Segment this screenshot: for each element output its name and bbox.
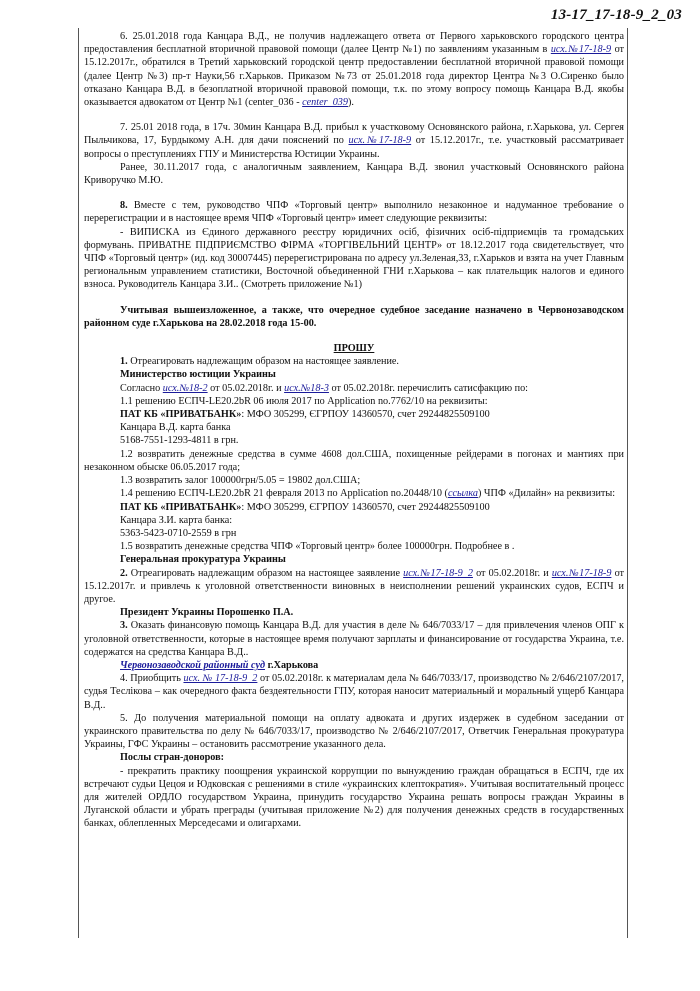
text: от 05.02.2018г. и: [472, 567, 552, 579]
para-number: 8.: [120, 200, 128, 212]
text: ) ЧПФ «Дилайн» на реквизиты:: [477, 488, 616, 500]
request-1: [84, 355, 624, 368]
request-1a: [84, 382, 624, 395]
text: от 15.12.2017г. и привлечь к уголовной ответственности виновных в неисполнении решений украинских судов, ЕСПЧ и другое.: [84, 567, 624, 605]
request-4: [84, 672, 624, 712]
text: от 15.12.2017г., т.е. участковый рассматривает вопросы о преступлениях ГПУ и Министерства Юстиции Украины.: [84, 135, 624, 160]
request-5: 5. До получения материальной помощи на оплату адвоката и других издержек в судебном заседании от украинского правительства по делу № 646/7033/17, производство № 2/646/2107/2017, Ответчик Генеральная прокуратура Украины, ГФС Украины – остановить рассмотрение указанного дела.: [84, 712, 624, 751]
text: 4. Приобщить: [120, 673, 184, 685]
text: ).: [347, 97, 354, 109]
request-heading: ПРОШУ: [333, 343, 375, 355]
request-1-3: 1.3 возвратить залог 100000грн/5.05 = 19802 дол.США;: [120, 475, 361, 487]
text: Согласно: [120, 382, 163, 394]
text: 6. 25.01.2018 года Канцара В.Д., не получив надлежащего ответа от Первого харьковского городского центра предоставления бесплатной вторичной правовой помощи (далее Центр №1) по заявлениям указанным в: [84, 31, 624, 56]
request-1-2: 1.2 возвратить денежные средства в сумме 4608 дол.США, похищенные рейдерами в погонах и мантиях при незаконном обыске 06.05.2017 года;: [84, 448, 624, 473]
para-number: 3.: [120, 620, 128, 632]
ref-link[interactable]: исх.№18-3: [284, 382, 329, 394]
request-1-4: [84, 487, 624, 500]
bank-details-2: [84, 501, 624, 514]
request-6: - прекратить практику поощрения украинской коррупции по вынуждению граждан обращаться в ЕСПЧ, где их встречают судьи Цецоя и Юдковская с решениями в стиле «украинских клептократия». Учитывая воспитательный процесс для жителей ОРДЛО государством Украина, принудить государство Украина решать вопросы граждан Украины в Луганской области и убрать преграды (учитывая приложение №2) для получения денежных средств в государственных банках, облепленных Мерседесами и олигархами.: [84, 765, 624, 830]
para-number: 2.: [120, 567, 128, 579]
left-margin-line: [78, 28, 79, 938]
reference-link[interactable]: ссылка: [447, 488, 478, 500]
card-owner-1: Канцара В.Д. карта банка: [120, 422, 231, 434]
request-1-5: 1.5 возвратить денежные средства ЧПФ «Торговый центр» более 100000грн. Подробнее в .: [120, 541, 515, 553]
center-link[interactable]: center_039: [302, 97, 348, 109]
text: Отреагировать надлежащим образом на настоящее заявление: [127, 567, 404, 579]
ref-link[interactable]: исх.№18-2: [162, 382, 208, 394]
right-margin-line: [627, 28, 628, 938]
card-number-1: 5168-7551-1293-4811 в грн.: [120, 435, 239, 447]
paragraph-7: [84, 121, 624, 161]
paragraph-7b: Ранее, 30.11.2017 года, с аналогичным заявлением, Канцара В.Д. звонил участковый Основянского района Криворучко М.Ю.: [84, 161, 624, 187]
paragraph-8: [84, 199, 624, 225]
text: Оказать финансовую помощь Канцара В.Д. для участия в деле № 646/7033/17 – для привлечения членов ОПГ к уголовной ответственности, которые в настоящее время получают зарплаты и финансирование от государства Украина, т.е. содержатся на средства Канцара В.Д..: [84, 620, 624, 658]
text: от 05.02.2018г. перечислить сатисфакцию по:: [328, 382, 529, 394]
text: Отреагировать надлежащим образом на настоящее заявление.: [127, 356, 399, 368]
addressee-prosecutor-general: Генеральная прокуратура Украины: [120, 554, 286, 566]
addressee-president: Президент Украины Порошенко П.А.: [120, 607, 294, 619]
text: г.Харькова: [265, 659, 319, 671]
text: от 05.02.2018г. к материалам дела № 646/7033/17, производство № 2/646/2107/2017, судья Теслікова – как очередного факта бездеятельности ГПУ, которая наносит материальный и моральный ущерб Канцара В.Д..: [84, 673, 624, 711]
text: от 05.02.2018г. и: [207, 382, 285, 394]
ref-link[interactable]: исх.№17-18-9: [348, 135, 412, 147]
request-1-1: 1.1 решению ЕСПЧ-LE20.2bR 06 июля 2017 по Application no.7762/10 на реквизиты:: [120, 395, 488, 407]
card-owner-2: Канцара З.И. карта банка:: [120, 514, 233, 526]
addressee-ministry-justice: Министерство юстиции Украины: [120, 369, 276, 381]
text: Вместе с тем, руководство ЧПФ «Торговый центр» выполнило незаконное и надуманное требование о перерегистрации и в настоящее время ЧПФ «Торговый центр» имеет следующие реквизиты:: [84, 200, 624, 225]
para-number: 1.: [120, 356, 128, 368]
text: : МФО 305299, ЄГРПОУ 14360570, счет 29244825509100: [241, 501, 490, 513]
text: от 15.12.2017г., обратился в Третий харьковский городской центр предоставлении бесплатной вторичной правовой помощи (далее Центр №3) пр-т Науки,56 г.Харьков. Приказом №73 от 25.01.2018 года директор Центра №3 О.Сиренко было отказано Канцара В.Д. в безоплатной вторичной правовой помощи, т.к. по этому вопросу помощь Канцара В.Д. якобы оказывается адвокатом от Центр №1 (center_036 -: [84, 44, 624, 109]
ref-link[interactable]: исх. № 17-18-9_2: [183, 673, 258, 685]
addressee-donor-ambassadors: Послы стран-доноров:: [120, 752, 225, 764]
card-number-2: 5363-5423-0710-2559 в грн: [120, 527, 237, 539]
document-body: [84, 30, 624, 831]
text: 7. 25.01 2018 года, в 17ч. 30мин Канцара В.Д. прибыл к участковому Основянского района, г.Харькова, ул. Сергея Пыльчикова, 17, Бурдыкому А.Н. для дачи пояснений по: [84, 122, 624, 147]
page-id: 13-17_17-18-9_2_03: [550, 7, 682, 23]
bank-name: ПАТ КБ «ПРИВАТБАНК»: [120, 501, 242, 513]
paragraph-conclusion: Учитывая вышеизложенное, а также, что очередное судебное заседание назначено в Червонозаводском районном суде г.Харькова на 28.02.2018 года 15-00.: [84, 304, 624, 329]
bank-details-1: [84, 408, 624, 421]
text: : МФО 305299, ЄГРПОУ 14360570, счет 29244825509100: [241, 409, 490, 421]
request-2: [84, 567, 624, 607]
text: 1.4 решению ЕСПЧ-LE20.2bR 21 февраля 2013 по Application no.20448/10 (: [120, 488, 448, 500]
addressee-court: [84, 659, 624, 672]
request-3: [84, 619, 624, 659]
ref-link[interactable]: исх.№17-18-9_2: [403, 567, 473, 579]
paragraph-8b: - ВИПИСКА из Єдиного державного реєстру юридичних осіб, фізичних осіб-підприємців та громадських формувань. ПРИВАТНЕ ПІДПРИЄМСТВО ФІРМА «ТОРГІВЕЛЬНИЙ ЦЕНТР» от 18.12.2017 года свидетельствует, что ЧПФ «Торговый центр» (ид. код 30007445) перерегистрирована по адресу ул.Зеленая,33, г.Харьков и взята на учет Главным региональным управлением статистики, Восточной объединенной ГНИ г.Харькова – как плательщик налогов и единого взноса. Руководитель Канцара З.И.. (Смотреть приложение №1): [84, 226, 624, 291]
ref-link[interactable]: исх.№17-18-9: [551, 567, 612, 579]
paragraph-6: [84, 30, 624, 109]
ref-link[interactable]: исх.№17-18-9: [550, 44, 612, 56]
bank-name: ПАТ КБ «ПРИВАТБАНК»: [120, 409, 242, 421]
court-link[interactable]: Червонозаводской районный суд: [120, 659, 266, 671]
